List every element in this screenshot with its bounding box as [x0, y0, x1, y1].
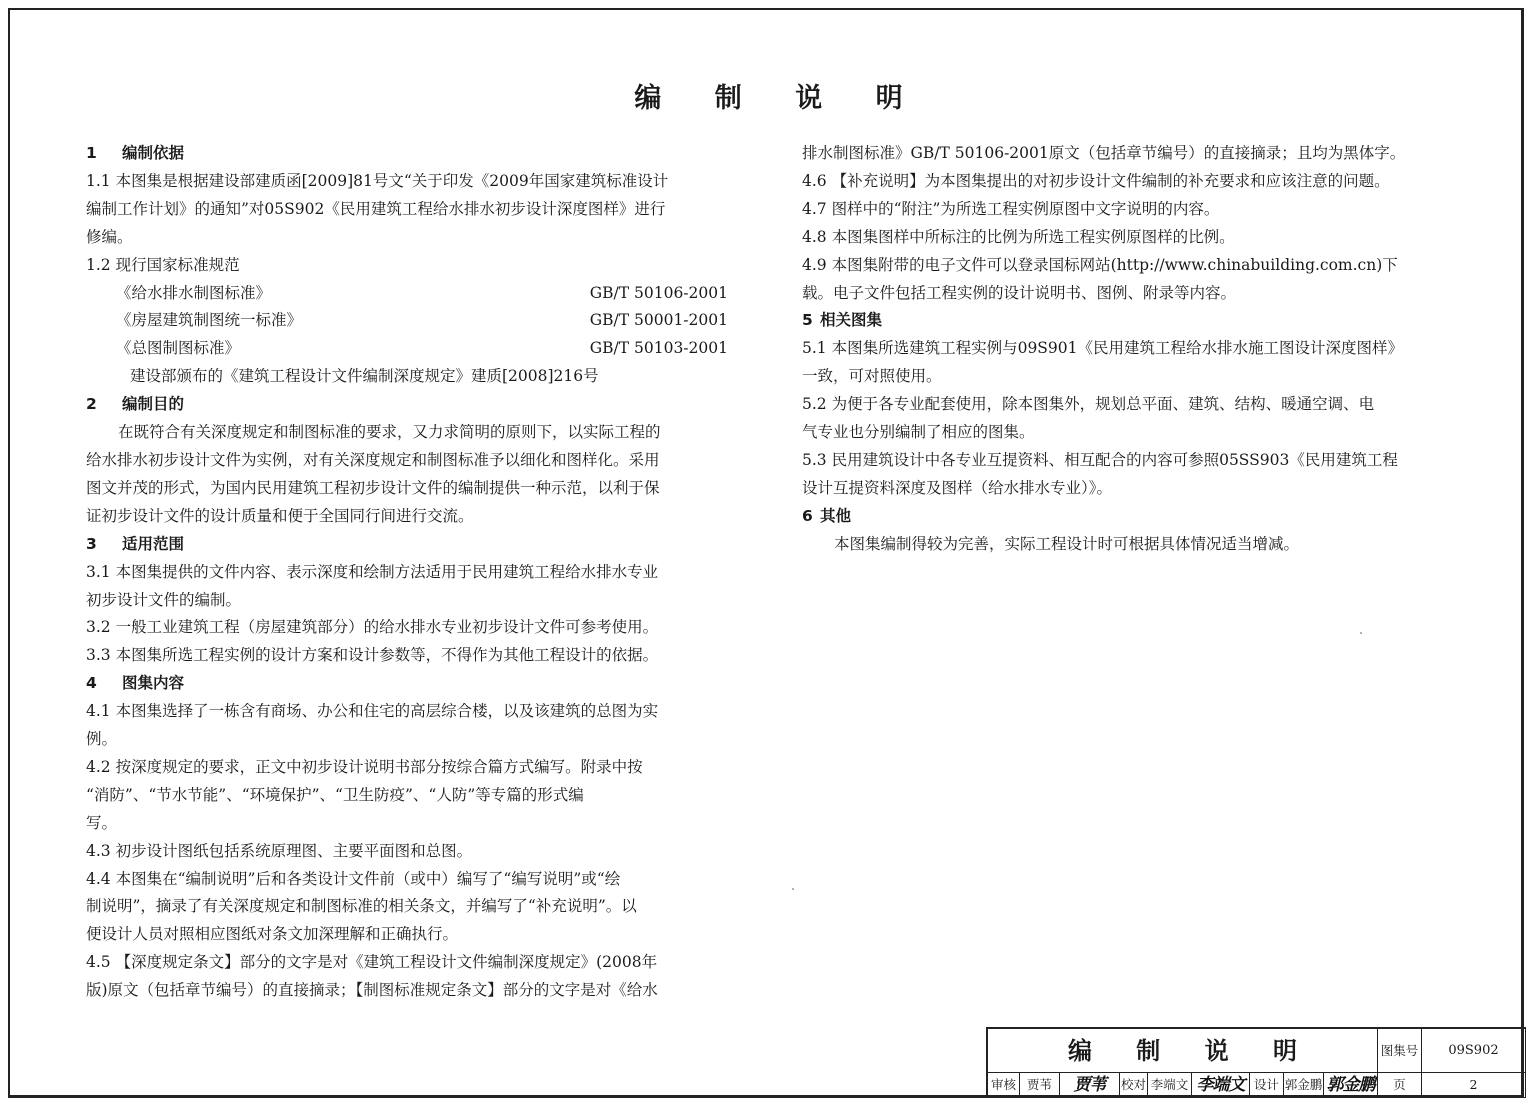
paragraph: 初步设计文件的编制。 — [86, 590, 242, 609]
atlas-number-value: 09S902 — [1422, 1029, 1526, 1073]
paragraph: 排水制图标准》GB/T 50106-2001原文（包括章节编号）的直接摘录；且均为黑体字。 — [802, 144, 1406, 162]
paragraph: 4.7 图样中的“附注”为所选工程实例原图中文字说明的内容。 — [802, 199, 1220, 218]
paragraph: 一致，可对照使用。 — [802, 367, 942, 386]
paragraph: 设计互提资料深度及图样（给水排水专业）》。 — [802, 478, 1113, 497]
section-1-heading: 1 编制依据 — [86, 144, 185, 162]
section-5-heading: 5 相关图集 — [802, 311, 883, 330]
paragraph: 在既符合有关深度规定和制图标准的要求，又力求简明的原则下，以实际工程的 — [118, 423, 661, 442]
scan-speck — [1360, 632, 1362, 634]
paragraph: 5.2 为便于各专业配套使用，除本图集外，规划总平面、建筑、结构、暖通空调、电 — [802, 395, 1375, 414]
design-signature: 郭金鹏 — [1324, 1073, 1378, 1098]
standard-name: 《总图制图标准》 — [116, 339, 241, 358]
standard-row — [86, 307, 734, 335]
review-label: 审核 — [988, 1073, 1020, 1098]
paragraph: 本图集编制得较为完善，实际工程设计时可根据具体情况适当增减。 — [834, 534, 1300, 553]
paragraph: 4.9 本图集附带的电子文件可以登录国标网站(http://www.chinabuilding.com.cn)下 — [802, 255, 1398, 274]
paragraph: 4.3 初步设计图纸包括系统原理图、主要平面图和总图。 — [86, 841, 473, 860]
atlas-number-label: 图集号 — [1378, 1029, 1422, 1073]
right-column — [802, 140, 1460, 559]
paragraph: 5.3 民用建筑设计中各专业互提资料、相互配合的内容可参照05SS903《民用建筑工程 — [802, 450, 1398, 469]
check-label: 校对 — [1120, 1073, 1148, 1098]
paragraph: 编制工作计划》的通知”对05S902《民用建筑工程给水排水初步设计深度图样》进行 — [86, 199, 666, 218]
paragraph: 5.1 本图集所选建筑工程实例与09S901《民用建筑工程给水排水施工图设计深度图样》 — [802, 339, 1404, 358]
paragraph: 例。 — [86, 730, 118, 749]
paragraph: 制说明”，摘录了有关深度规定和制图标准的相关条文，并编写了“补充说明”。以 — [86, 897, 637, 916]
review-name: 贾苇 — [1020, 1073, 1060, 1098]
check-signature: 李端文 — [1192, 1073, 1250, 1098]
title-block-title: 编 制 说 明 — [988, 1029, 1378, 1073]
paragraph: 4.5 【深度规定条文】部分的文字是对《建筑工程设计文件编制深度规定》(2008年 — [86, 953, 658, 972]
paragraph: 图文并茂的形式，为国内民用建筑工程初步设计文件的编制提供一种示范，以利于保 — [86, 478, 660, 497]
review-signature: 贾苇 — [1060, 1073, 1120, 1098]
paragraph: 3.1 本图集提供的文件内容、表示深度和绘制方法适用于民用建筑工程给水排水专业 — [86, 562, 659, 581]
standard-row — [86, 280, 734, 308]
paragraph: 给水排水初步设计文件为实例，对有关深度规定和制图标准予以细化和图样化。采用 — [86, 450, 660, 469]
section-2-heading: 2 编制目的 — [86, 395, 185, 414]
page-title: 编 制 说 明 — [634, 83, 925, 114]
section-3-heading: 3 适用范围 — [86, 534, 185, 553]
paragraph: 载。电子文件包括工程实例的设计说明书、图例、附录等内容。 — [802, 283, 1237, 302]
design-name: 郭金鹏 — [1284, 1073, 1324, 1098]
paragraph: 气专业也分别编制了相应的图集。 — [802, 423, 1035, 442]
standard-code: GB/T 50106-2001 — [589, 283, 728, 302]
page-number: 2 — [1422, 1073, 1526, 1098]
scan-speck — [792, 888, 794, 890]
design-label: 设计 — [1250, 1073, 1284, 1098]
paragraph: 写。 — [86, 813, 118, 832]
check-name: 李端文 — [1148, 1073, 1192, 1098]
paragraph: 版)原文（包括章节编号）的直接摘录；【制图标准规定条文】部分的文字是对《给水 — [86, 981, 658, 1000]
paragraph: 4.6 【补充说明】为本图集提出的对初步设计文件编制的补充要求和应该注意的问题。 — [802, 171, 1390, 190]
paragraph: 便设计人员对照相应图纸对条文加深理解和正确执行。 — [86, 925, 459, 944]
standard-row — [86, 335, 734, 363]
standard-code: GB/T 50103-2001 — [589, 339, 728, 358]
paragraph: 4.8 本图集图样中所标注的比例为所选工程实例原图样的比例。 — [802, 227, 1235, 246]
paragraph: 4.2 按深度规定的要求，正文中初步设计说明书部分按综合篇方式编写。附录中按 — [86, 757, 643, 776]
standard-name: 《给水排水制图标准》 — [116, 283, 272, 302]
left-column — [86, 140, 734, 1005]
paragraph: 1.2 现行国家标准规范 — [86, 255, 240, 274]
paragraph: 建设部颁布的《建筑工程设计文件编制深度规定》建质[2008]216号 — [130, 367, 599, 386]
paragraph: 3.2 一般工业建筑工程（房屋建筑部分）的给水排水专业初步设计文件可参考使用。 — [86, 618, 659, 637]
title-block — [986, 1027, 1526, 1098]
page-label: 页 — [1378, 1073, 1422, 1098]
paragraph: 4.1 本图集选择了一栋含有商场、办公和住宅的高层综合楼，以及该建筑的总图为实 — [86, 702, 659, 721]
paragraph: 3.3 本图集所选工程实例的设计方案和设计参数等，不得作为其他工程设计的依据。 — [86, 646, 659, 665]
paragraph: 1.1 本图集是根据建设部建质函[2009]81号文“关于印发《2009年国家建筑标准设计 — [86, 171, 669, 190]
section-4-heading: 4 图集内容 — [86, 674, 185, 693]
paragraph: 修编。 — [86, 227, 133, 246]
paragraph: 证初步设计文件的设计质量和便于全国同行间进行交流。 — [86, 506, 474, 525]
section-6-heading: 6 其他 — [802, 506, 852, 525]
paragraph: 4.4 本图集在“编制说明”后和各类设计文件前（或中）编写了“编写说明”或“绘 — [86, 869, 621, 888]
standard-name: 《房屋建筑制图统一标准》 — [116, 311, 303, 330]
paragraph: “消防”、“节水节能”、“环境保护”、“卫生防疫”、“人防”等专篇的形式编 — [86, 785, 584, 804]
standard-code: GB/T 50001-2001 — [589, 311, 728, 330]
